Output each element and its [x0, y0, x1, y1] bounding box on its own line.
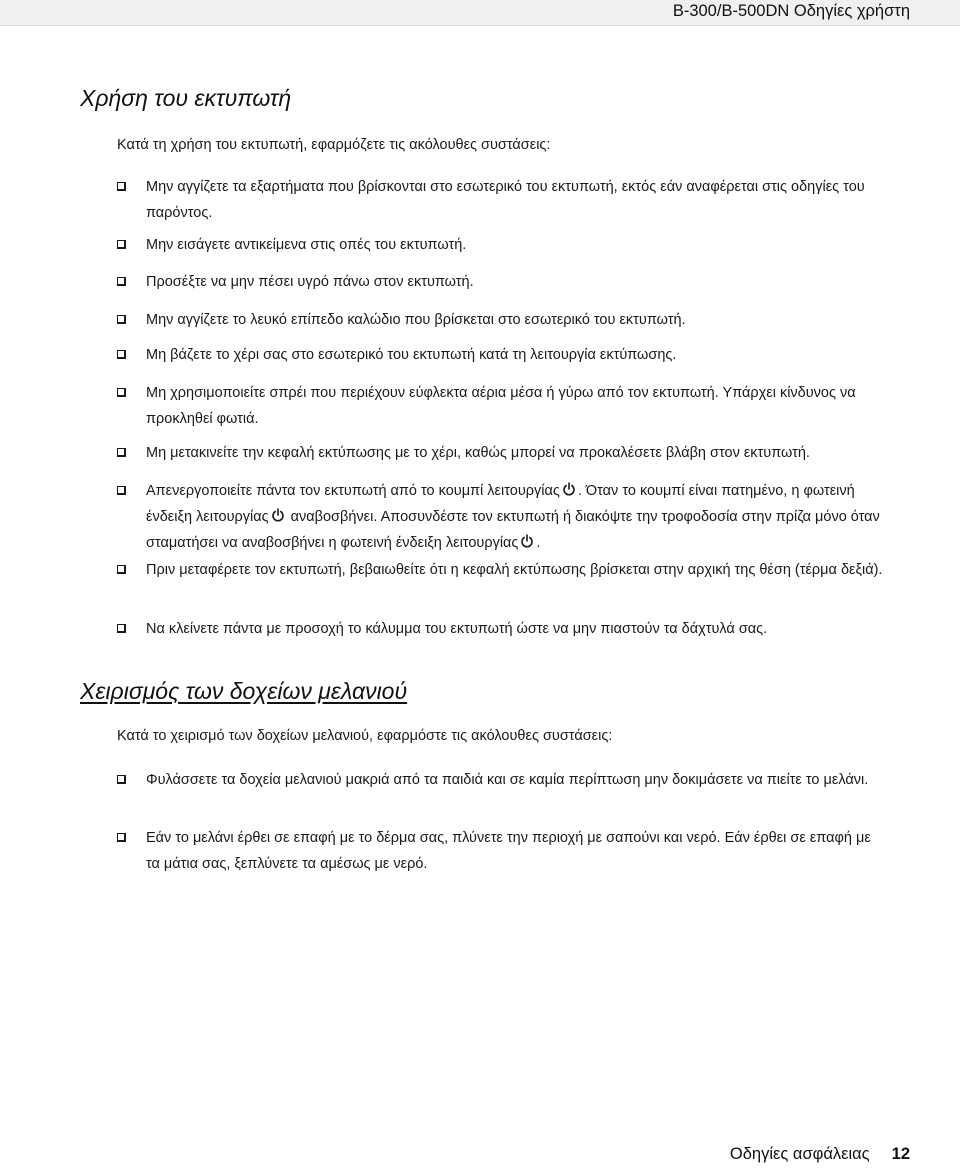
checkbox-bullet-icon: [117, 486, 126, 495]
checkbox-bullet-icon: [117, 565, 126, 574]
checkbox-bullet-icon: [117, 388, 126, 397]
list-item-text: Μην αγγίζετε τα εξαρτήματα που βρίσκονται στο εσωτερικό του εκτυπωτή, εκτός εάν αναφέρεται στις οδηγίες του παρόντος.: [146, 179, 865, 221]
list-item-text: Μην αγγίζετε το λευκό επίπεδο καλώδιο που βρίσκεται στο εσωτερικό του εκτυπωτή.: [146, 312, 686, 328]
checkbox-bullet-icon: [117, 315, 126, 324]
power-icon: [271, 508, 285, 522]
power-text-3: αναβοσβήνει. Αποσυνδέστε τον εκτυπωτή ή διακόψτε την τροφοδοσία στην πρίζα μόνο όταν σταματήσει να αναβοσβήνει η φωτεινή ένδειξη λειτουργίας: [146, 509, 880, 551]
power-text-4: .: [536, 535, 541, 551]
checkbox-bullet-icon: [117, 277, 126, 286]
list-item-text: Φυλάσσετε τα δοχεία μελανιού μακριά από τα παιδιά και σε καμία περίπτωση μην δοκιμάσετε να πιείτε το μελάνι.: [146, 772, 869, 788]
section2-intro: Κατά το χειρισμό των δοχείων μελανιού, εφαρμόστε τις ακόλουθες συστάσεις:: [117, 728, 613, 744]
page-footer: [730, 1145, 910, 1164]
checkbox-bullet-icon: [117, 240, 126, 249]
list-item-text: Μη βάζετε το χέρι σας στο εσωτερικό του εκτυπωτή κατά τη λειτουργία εκτύπωσης.: [146, 347, 677, 363]
section-title-ink-handling: Χειρισμός των δοχείων μελανιού: [80, 678, 408, 704]
list-item-text: Μη μετακινείτε την κεφαλή εκτύπωσης με το χέρι, καθώς μπορεί να προκαλέσετε βλάβη στον εκτυπωτή.: [146, 445, 810, 461]
list-item-text: Προσέξτε να μην πέσει υγρό πάνω στον εκτυπωτή.: [146, 274, 474, 290]
list-item-text-power: [146, 478, 886, 556]
running-header: [0, 0, 960, 26]
checkbox-bullet-icon: [117, 624, 126, 633]
section-title-printer-use: Χρήση του εκτυπωτή: [80, 85, 292, 111]
list-item-text: Πριν μεταφέρετε τον εκτυπωτή, βεβαιωθείτε ότι η κεφαλή εκτύπωσης βρίσκεται στην αρχική της θέση (τέρμα δεξιά).: [146, 562, 883, 578]
section1-intro: Κατά τη χρήση του εκτυπωτή, εφαρμόζετε τις ακόλουθες συστάσεις:: [117, 137, 551, 153]
list-item-text: Εάν το μελάνι έρθει σε επαφή με το δέρμα σας, πλύνετε την περιοχή με σαπούνι και νερό. Εάν έρθει σε επαφή με τα μάτια σας, ξεπλύνετε τα αμέσως με νερό.: [146, 830, 871, 872]
list-item-text: Να κλείνετε πάντα με προσοχή το κάλυμμα του εκτυπωτή ώστε να μην πιαστούν τα δάχτυλά σας.: [146, 621, 768, 637]
header-title: B-300/B-500DN Οδηγίες χρήστη: [672, 2, 910, 20]
power-icon: [562, 482, 576, 496]
checkbox-bullet-icon: [117, 448, 126, 457]
footer-section-name: Οδηγίες ασφάλειας: [729, 1145, 870, 1163]
checkbox-bullet-icon: [117, 775, 126, 784]
list-item-text: Μην εισάγετε αντικείμενα στις οπές του εκτυπωτή.: [146, 237, 467, 253]
power-icon: [520, 534, 534, 548]
power-text-1: Απενεργοποιείτε πάντα τον εκτυπωτή από το κουμπί λειτουργίας: [146, 483, 560, 499]
checkbox-bullet-icon: [117, 350, 126, 359]
list-item-text: Μη χρησιμοποιείτε σπρέι που περιέχουν εύφλεκτα αέρια μέσα ή γύρω από τον εκτυπωτή. Υπάρχει κίνδυνος να προκληθεί φωτιά.: [146, 385, 856, 427]
page-number: 12: [891, 1145, 910, 1163]
checkbox-bullet-icon: [117, 833, 126, 842]
checkbox-bullet-icon: [117, 182, 126, 191]
power-text-2: . Όταν το κουμπί είναι πατημένο, η φωτεινή ένδειξη λειτουργίας: [146, 483, 855, 525]
